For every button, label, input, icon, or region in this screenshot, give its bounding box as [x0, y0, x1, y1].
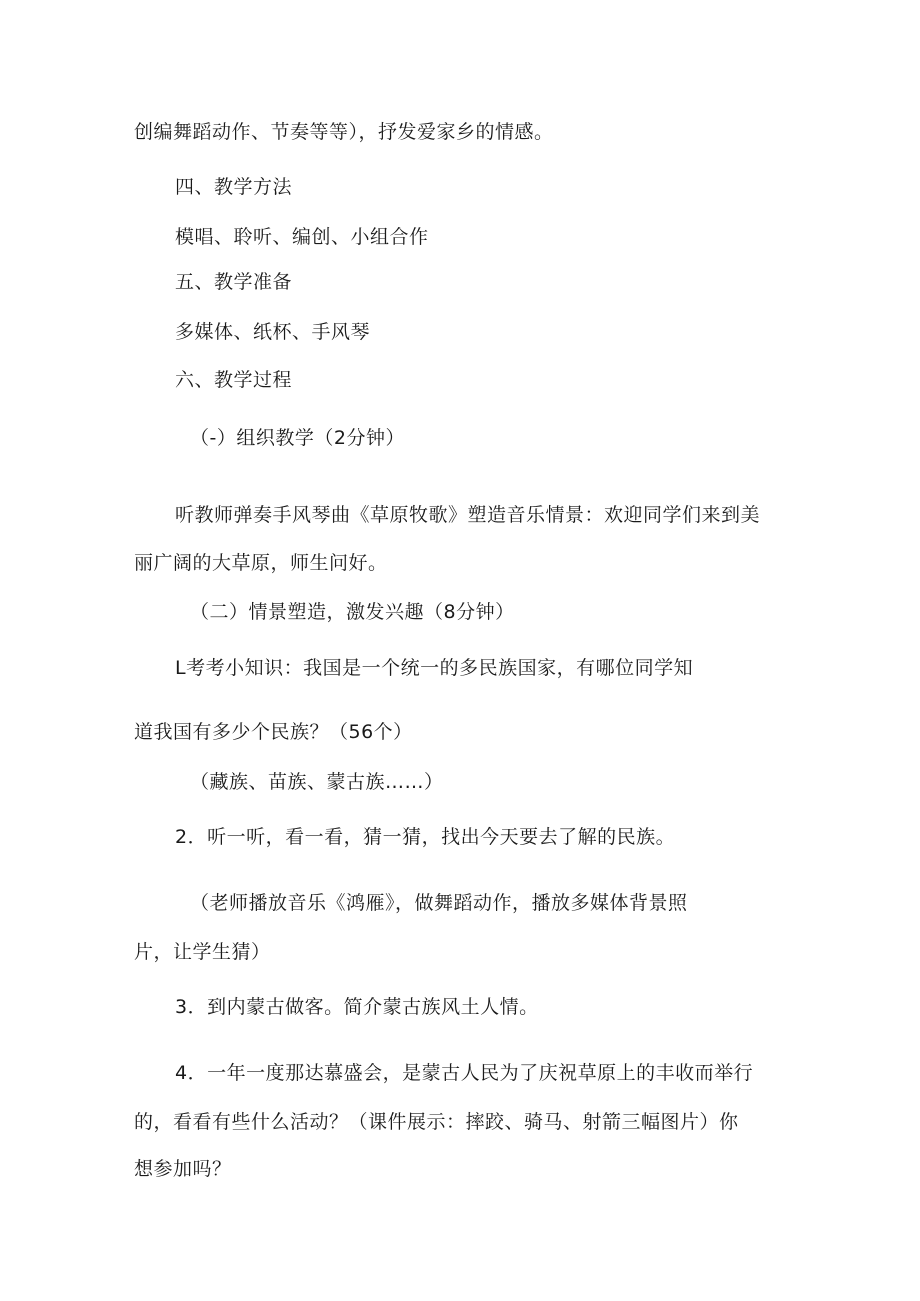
text-line-step-4-continuation: 的，看看有些什么活动？（课件展示：摔跤、骑马、射箭三幅图片）你: [134, 1111, 739, 1133]
subheading-organize-teaching: （-）组织教学（2分钟）: [190, 427, 405, 449]
subheading-scene-building: （二）情景塑造，激发兴趣（8分钟）: [190, 601, 515, 623]
text-line-greeting: 丽广阔的大草原，师生问好。: [134, 552, 388, 574]
text-line-play-music-continuation: 片，让学生猜）: [134, 941, 271, 963]
text-line-step-2: 2．听一听，看一看，猜一猜，找出今天要去了解的民族。: [175, 826, 676, 848]
heading-teaching-preparation: 五、教学准备: [175, 271, 293, 293]
text-teaching-preparation: 多媒体、纸杯、手风琴: [175, 321, 371, 343]
text-line-accordion: 听教师弹奏手风琴曲《草原牧歌》塑造音乐情景：欢迎同学们来到美: [175, 504, 761, 526]
text-line-intro-continuation: 创编舞蹈动作、节奏等等），抒发爱家乡的情感。: [134, 121, 554, 143]
text-teaching-methods: 模唱、聆听、编创、小组合作: [175, 226, 429, 248]
text-line-quiz: L考考小知识：我国是一个统一的多民族国家，有哪位同学知: [175, 657, 694, 679]
text-line-step-4-end: 想参加吗？: [134, 1158, 232, 1180]
text-line-play-music: （老师播放音乐《鸿雁》，做舞蹈动作，播放多媒体背景照: [190, 892, 688, 914]
text-line-ethnic-examples: （藏族、苗族、蒙古族……）: [190, 771, 444, 793]
text-line-step-3: 3．到内蒙古做客。简介蒙古族风土人情。: [175, 996, 539, 1018]
text-line-quiz-continuation: 道我国有多少个民族？（56个）: [134, 721, 413, 743]
heading-teaching-methods: 四、教学方法: [175, 176, 293, 198]
text-line-step-4: 4．一年一度那达慕盛会，是蒙古人民为了庆祝草原上的丰收而举行: [175, 1062, 754, 1084]
heading-teaching-process: 六、教学过程: [175, 369, 293, 391]
